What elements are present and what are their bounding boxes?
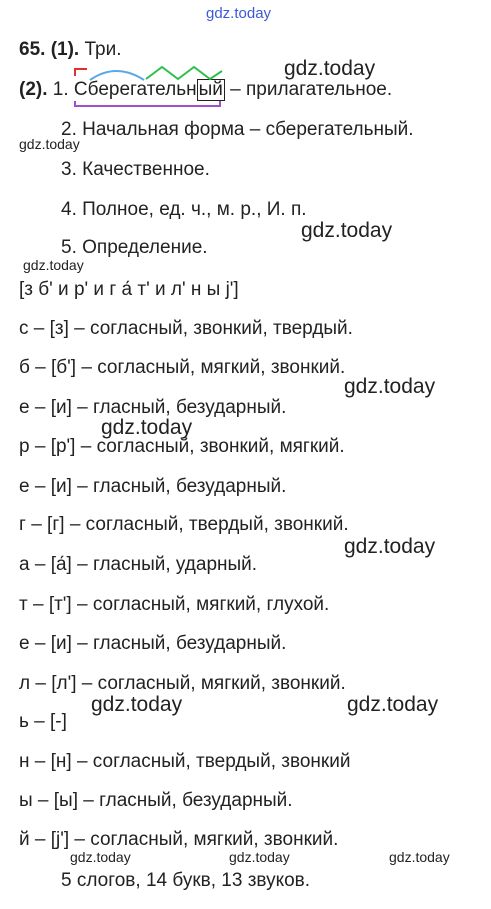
word-suffix: ательн — [136, 79, 197, 100]
phonetic-line-6: г – [г] – согласный, твердый, звонкий. — [19, 514, 349, 535]
word-prefix: С — [73, 79, 88, 100]
phonetic-line-2: б – [б'] – согласный, мягкий, звонкий. — [19, 357, 346, 378]
watermark: gdz.today — [284, 57, 376, 80]
phonetic-line-3: е – [и] – гласный, безударный. — [19, 397, 287, 418]
item-2: 2. Начальная форма – сберегательный. — [61, 119, 414, 140]
morphemic-word — [74, 79, 225, 101]
exercise-number: 65. — [19, 39, 46, 60]
prefix-mark — [73, 67, 89, 77]
item-5: 5. Определение. — [61, 237, 208, 258]
exercise-header — [19, 40, 121, 59]
watermark: gdz.today — [101, 416, 193, 439]
phonetic-line-12: н – [н] – согласный, твердый, звонкий — [19, 751, 351, 772]
phonetic-line-4: р – [р'] – согласный, звонкий, мягкий. — [19, 436, 345, 457]
item-1-line — [19, 79, 392, 101]
item-4: 4. Полное, ед. ч., м. р., И. п. — [61, 199, 307, 220]
stem-bracket — [74, 100, 224, 108]
phonetic-line-13: ы – [ы] – гласный, безударный. — [19, 790, 293, 811]
watermark: gdz.today — [23, 257, 84, 273]
phonetic-line-9: е – [и] – гласный, безударный. — [19, 633, 287, 654]
word-ending: ый — [198, 79, 223, 100]
watermark: gdz.today — [344, 375, 436, 398]
item-3: 3. Качественное. — [61, 159, 210, 180]
phonetic-line-8: т – [т'] – согласный, мягкий, глухой. — [19, 594, 330, 615]
phonetic-line-5: е – [и] – гласный, безударный. — [19, 476, 287, 497]
summary: 5 слогов, 14 букв, 13 звуков. — [61, 870, 311, 891]
phonetic-line-14: й – [j'] – согласный, мягкий, звонкий. — [19, 829, 339, 850]
watermark: gdz.today — [389, 849, 450, 865]
item1-number: 1. — [52, 79, 69, 100]
watermark: gdz.today — [344, 535, 436, 558]
watermark: gdz.today — [19, 136, 80, 152]
part1-label: (1). — [50, 39, 80, 60]
suffix-mark — [144, 65, 224, 81]
phonetic-line-10: л – [л'] – согласный, мягкий, звонкий. — [19, 673, 346, 694]
watermark: gdz.today — [70, 849, 131, 865]
part1-text: Три. — [84, 39, 122, 60]
phonetic-line-7: а – [а́] – гласный, ударный. — [19, 554, 258, 575]
word-root: берег — [87, 79, 137, 100]
header-watermark: gdz.today — [206, 5, 272, 22]
transcription: [з б' и р' и г а́ т' и л' н ы j'] — [19, 279, 239, 300]
watermark: gdz.today — [91, 693, 183, 716]
watermark: gdz.today — [229, 849, 290, 865]
watermark: gdz.today — [301, 219, 393, 242]
watermark: gdz.today — [347, 693, 439, 716]
part2-label: (2). — [19, 79, 48, 100]
phonetic-line-1: с – [з] – согласный, звонкий, твердый. — [19, 318, 353, 339]
phonetic-line-11: ь – [-] — [19, 711, 67, 732]
item1-rest: – прилагательное. — [224, 79, 393, 100]
